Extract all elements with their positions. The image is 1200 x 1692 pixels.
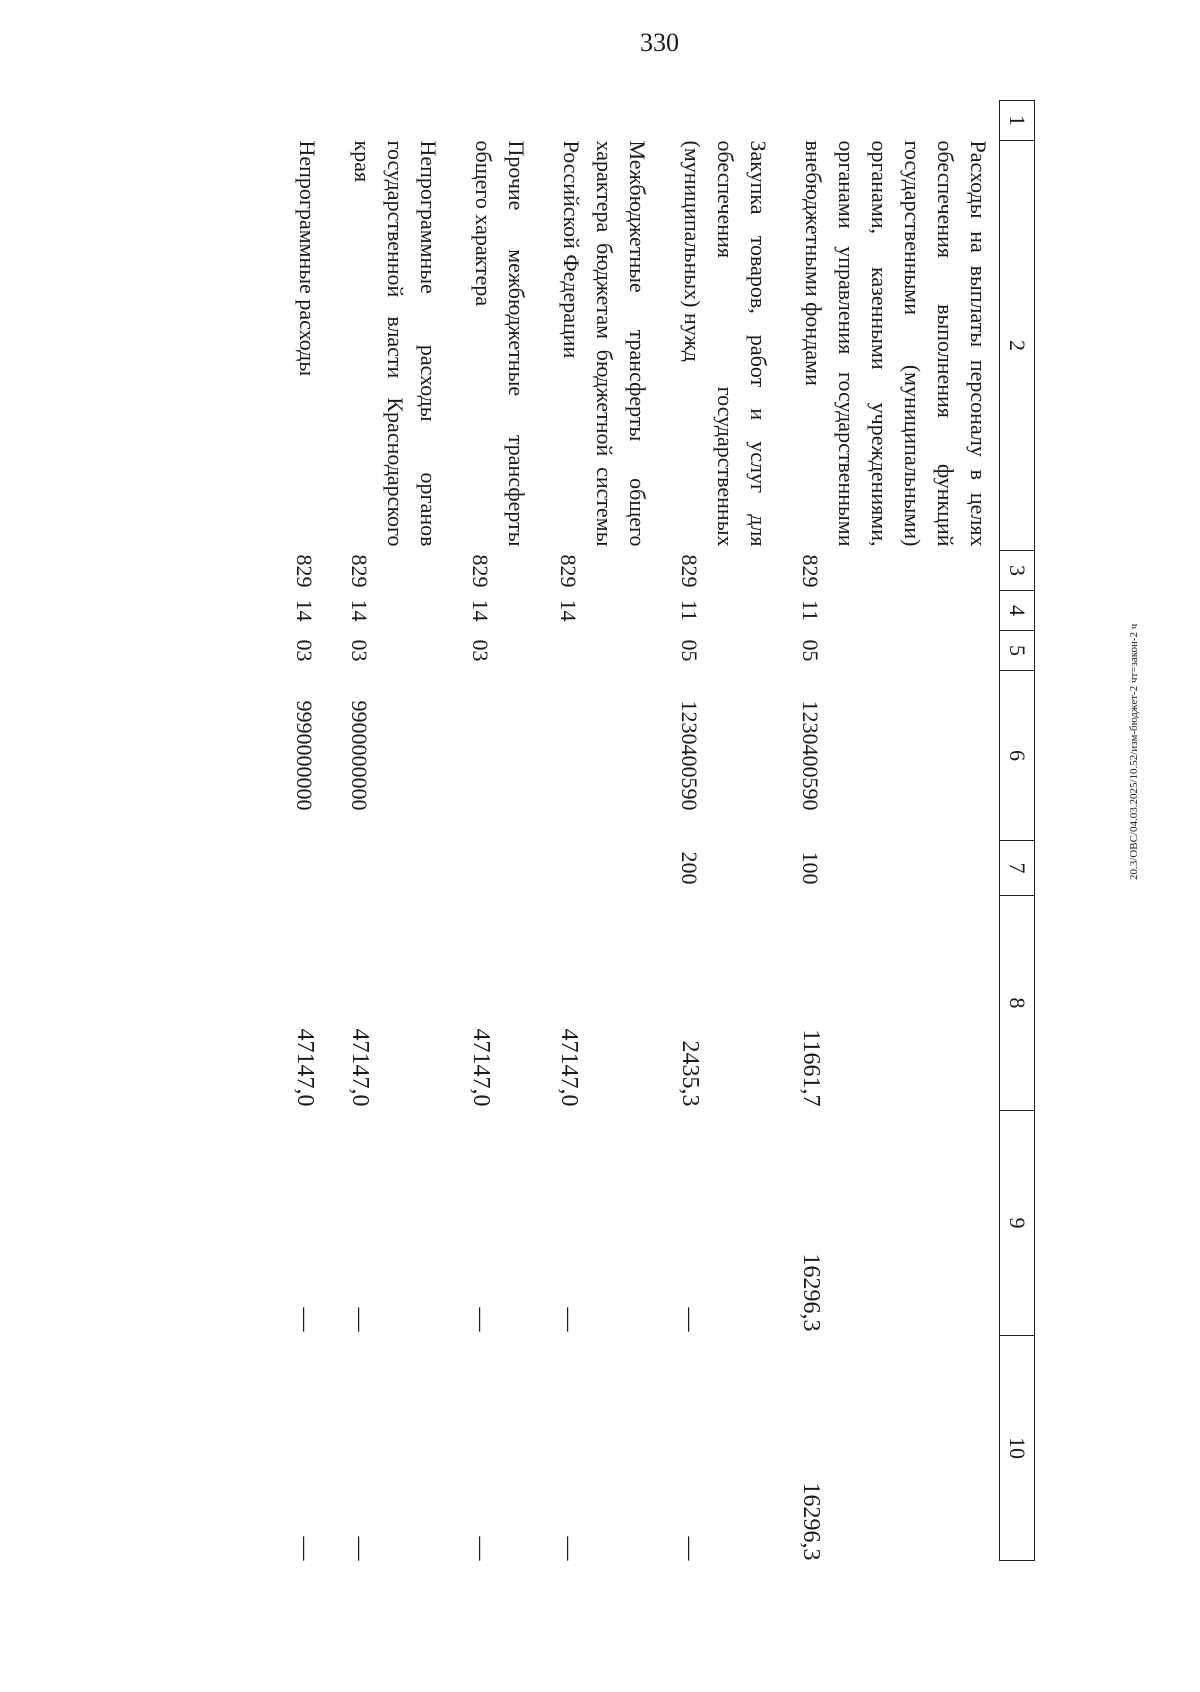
column-header: 9 bbox=[1000, 1111, 1035, 1336]
row-name: Прочие межбюджетные трансферты общего характера bbox=[471, 140, 529, 547]
table-row bbox=[779, 101, 1000, 1561]
table-row bbox=[449, 101, 537, 1561]
page-number: 330 bbox=[640, 28, 679, 57]
cell-col8: 2435,3 bbox=[677, 1040, 703, 1107]
cell-col4: 14 bbox=[468, 599, 493, 622]
cell-col6 bbox=[537, 671, 658, 841]
column-header: 10 bbox=[1000, 1336, 1035, 1561]
cell-col7 bbox=[273, 841, 328, 896]
cell-col3: 829 bbox=[347, 554, 372, 588]
row-name: Закупка товаров, работ и услуг для обеспечения государственных (муниципальных) нужд bbox=[680, 140, 771, 547]
table-row bbox=[658, 101, 779, 1561]
column-header: 2 bbox=[1000, 141, 1035, 551]
cell-col4: 14 bbox=[556, 599, 581, 622]
cell-col4: 11 bbox=[798, 599, 823, 622]
cell-col10: — bbox=[347, 1536, 373, 1561]
row-name: Непрограммные расходы органов государственной власти Краснодарского края bbox=[350, 140, 441, 547]
column-header: 7 bbox=[1000, 841, 1035, 896]
column-header: 6 bbox=[1000, 671, 1035, 841]
cell-col4: 14 bbox=[292, 599, 317, 622]
column-header: 4 bbox=[1000, 591, 1035, 631]
table-row bbox=[328, 101, 449, 1561]
column-header: 1 bbox=[1000, 101, 1035, 141]
cell-col3: 829 bbox=[677, 554, 702, 588]
cell-col9: — bbox=[468, 1307, 494, 1332]
cell-col3: 829 bbox=[556, 554, 581, 588]
cell-col6: 1230400590 bbox=[677, 700, 702, 811]
cell-col6 bbox=[449, 671, 537, 841]
cell-col10: 16296,3 bbox=[798, 1482, 824, 1561]
table-header-row bbox=[1000, 101, 1035, 1561]
cell-col8: 47147,0 bbox=[347, 1028, 373, 1107]
cell-col6: 1230400590 bbox=[798, 700, 823, 811]
cell-col8: 47147,0 bbox=[292, 1028, 318, 1107]
cell-col5 bbox=[537, 631, 658, 671]
cell-col5: 05 bbox=[798, 639, 823, 662]
cell-col8: 47147,0 bbox=[468, 1028, 494, 1107]
row-name: Межбюджетные трансферты общего характера бюджетам бюджетной системы Российской Федерации bbox=[559, 140, 650, 547]
cell-col7: 100 bbox=[798, 851, 823, 885]
cell-col8: 47147,0 bbox=[556, 1028, 582, 1107]
cell-col10: — bbox=[468, 1536, 494, 1561]
cell-col7 bbox=[449, 841, 537, 896]
column-header: 8 bbox=[1000, 896, 1035, 1111]
cell-col10: — bbox=[292, 1536, 318, 1561]
cell-col10: — bbox=[677, 1536, 703, 1561]
cell-col7 bbox=[537, 841, 658, 896]
cell-col4: 14 bbox=[347, 599, 372, 622]
cell-col9: — bbox=[347, 1307, 373, 1332]
cell-col10: — bbox=[556, 1536, 582, 1561]
row-name: Расходы на выплаты персоналу в целях обеспечения выполнения функций государственными (муниципальными) органами, казенными учреждениями, органами управления государственными внебюджетными фондами bbox=[801, 140, 991, 547]
table-row bbox=[537, 101, 658, 1561]
cell-col9: 16296,3 bbox=[798, 1253, 824, 1332]
cell-col7 bbox=[328, 841, 449, 896]
table-row bbox=[273, 101, 328, 1561]
row-name: Непрограммные расходы bbox=[295, 140, 320, 377]
document-stamp: 20.3/ОВС/04.03.2025/10.52/изм-бюджет-2 чт=закон-2 ч bbox=[1128, 623, 1140, 880]
cell-col4: 11 bbox=[677, 599, 702, 622]
column-header: 5 bbox=[1000, 631, 1035, 671]
budget-table bbox=[273, 100, 1035, 1561]
cell-col6: 9990000000 bbox=[292, 700, 317, 811]
cell-col5: 03 bbox=[468, 639, 493, 662]
cell-col3: 829 bbox=[292, 554, 317, 588]
cell-col5: 03 bbox=[347, 639, 372, 662]
column-header: 3 bbox=[1000, 551, 1035, 591]
cell-col3: 829 bbox=[798, 554, 823, 588]
cell-col7: 200 bbox=[677, 851, 702, 885]
cell-col8: 11661,7 bbox=[798, 1029, 824, 1107]
cell-col9: — bbox=[556, 1307, 582, 1332]
cell-col9: — bbox=[677, 1307, 703, 1332]
cell-col5: 03 bbox=[292, 639, 317, 662]
cell-col5: 05 bbox=[677, 639, 702, 662]
cell-col6: 9900000000 bbox=[347, 700, 372, 811]
cell-col9: — bbox=[292, 1307, 318, 1332]
cell-col3: 829 bbox=[468, 554, 493, 588]
